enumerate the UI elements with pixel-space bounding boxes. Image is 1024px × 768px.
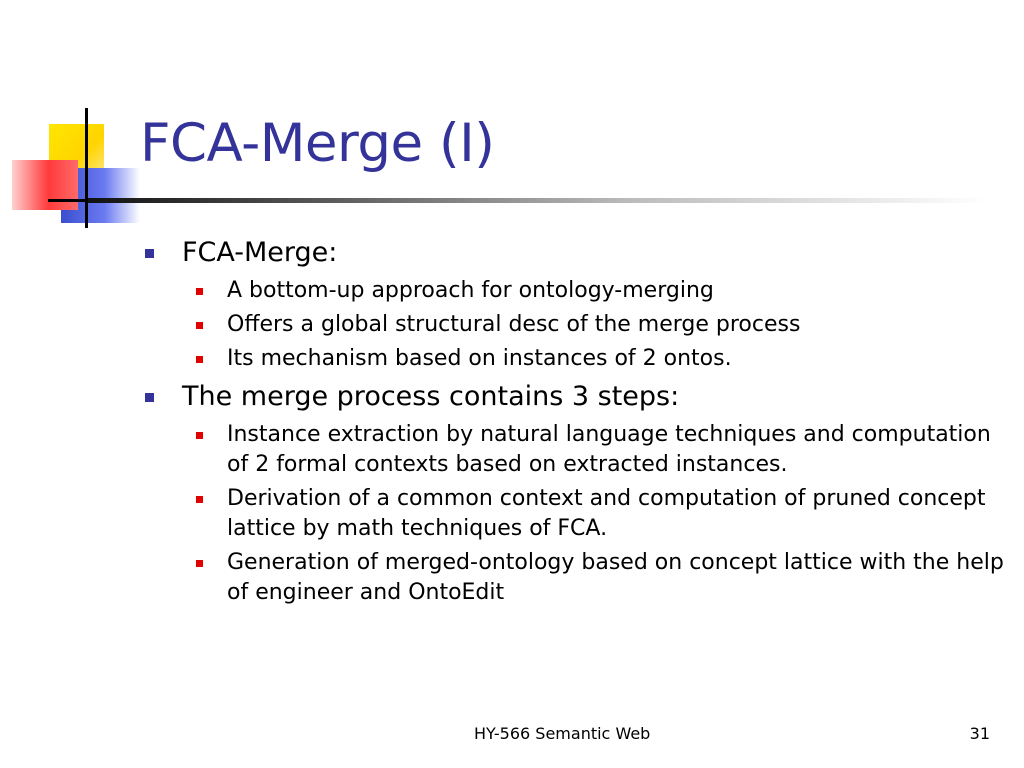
square-bullet-icon bbox=[196, 356, 203, 363]
sub-bullet-text: Its mechanism based on instances of 2 ontos. bbox=[227, 346, 732, 371]
square-bullet-icon bbox=[145, 249, 154, 258]
sub-bullet-item bbox=[196, 276, 1005, 306]
square-bullet-icon bbox=[196, 288, 203, 295]
square-bullet-icon bbox=[145, 393, 154, 402]
sub-bullet-item bbox=[196, 548, 1005, 608]
bullet-text: FCA-Merge: bbox=[182, 237, 338, 268]
logo-vertical-line bbox=[85, 108, 88, 228]
square-bullet-icon bbox=[196, 432, 203, 439]
slide-title: FCA-Merge (I) bbox=[140, 113, 495, 174]
slide-logo-graphic bbox=[0, 0, 140, 240]
logo-red-square bbox=[12, 160, 78, 210]
footer-page-number: 31 bbox=[969, 724, 990, 743]
sub-bullet-text: A bottom-up approach for ontology-merging bbox=[227, 278, 714, 303]
sub-bullet-item bbox=[196, 484, 1005, 544]
sub-bullet-text: Derivation of a common context and computation of pruned concept lattice by math techniques of FCA. bbox=[227, 486, 986, 541]
sub-bullet-item bbox=[196, 310, 1005, 340]
bullet-item bbox=[145, 378, 1005, 416]
sub-bullet-text: Generation of merged-ontology based on concept lattice with the help of engineer and OntoEdit bbox=[227, 550, 1004, 605]
bullet-item bbox=[145, 234, 1005, 272]
bullet-text: The merge process contains 3 steps: bbox=[182, 381, 680, 412]
slide-body bbox=[145, 230, 1005, 608]
footer-course-name: HY-566 Semantic Web bbox=[474, 724, 651, 743]
sub-bullet-list bbox=[196, 420, 1005, 608]
square-bullet-icon bbox=[196, 496, 203, 503]
sub-bullet-item bbox=[196, 344, 1005, 374]
sub-bullet-text: Offers a global structural desc of the merge process bbox=[227, 312, 801, 337]
sub-bullet-text: Instance extraction by natural language techniques and computation of 2 formal contexts based on extracted instances. bbox=[227, 422, 991, 477]
sub-bullet-item bbox=[196, 420, 1005, 480]
sub-bullet-list bbox=[196, 276, 1005, 374]
square-bullet-icon bbox=[196, 560, 203, 567]
square-bullet-icon bbox=[196, 322, 203, 329]
title-underline bbox=[88, 198, 988, 203]
